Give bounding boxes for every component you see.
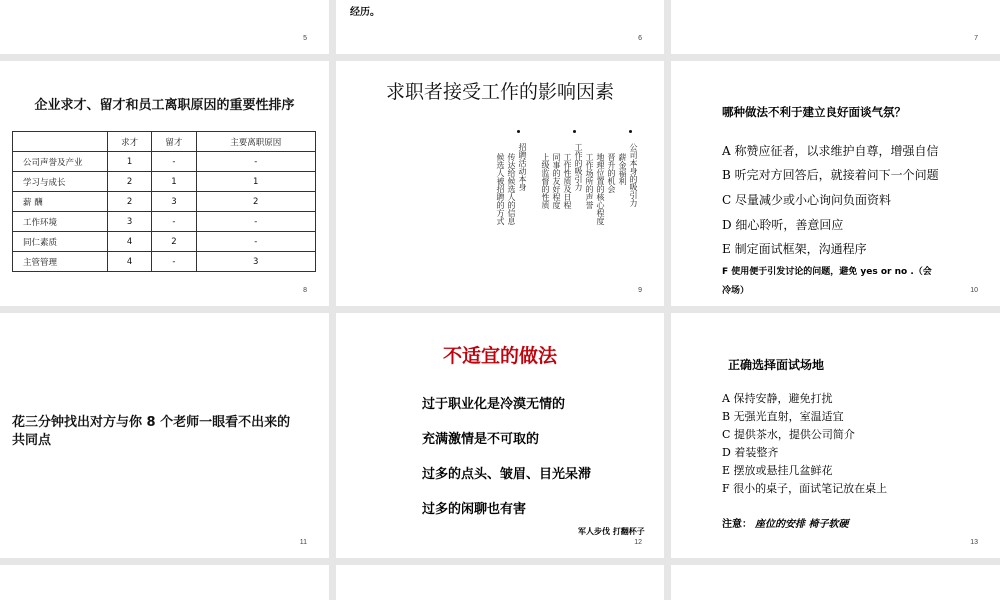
table-row bbox=[13, 152, 316, 172]
factor-column: 招聘活动本身 bbox=[518, 143, 527, 191]
factor-column: 工作性质及日程 bbox=[563, 153, 572, 209]
table-cell: - bbox=[152, 152, 196, 172]
point-line: 充满激情是不可取的 bbox=[422, 432, 540, 447]
column-header: 主要离职原因 bbox=[196, 132, 315, 152]
option-c: C 尽量减少或小心询问负面资料 bbox=[722, 193, 891, 207]
point-line: 过多的点头、皱眉、目光呆滞 bbox=[422, 467, 592, 482]
table-cell: - bbox=[152, 212, 196, 232]
slide-5[interactable] bbox=[0, 0, 329, 54]
slide-title: 求职者接受工作的影响因素 bbox=[385, 81, 614, 103]
question-title: 哪种做法不利于建立良好面谈气氛？ bbox=[722, 105, 906, 119]
option-d: D 细心聆听，善意回应 bbox=[722, 218, 844, 232]
table-cell: 2 bbox=[196, 192, 315, 212]
table-cell: 4 bbox=[108, 232, 152, 252]
table-cell: 2 bbox=[108, 192, 152, 212]
row-label: 公司声誉及产业 bbox=[13, 152, 108, 172]
page-number: 9 bbox=[638, 287, 642, 294]
venue-option: D 着装整齐 bbox=[722, 446, 779, 459]
venue-option: C 提供茶水，提供公司简介 bbox=[722, 428, 855, 441]
bullet-dot bbox=[573, 130, 576, 133]
slide-title: 不适宜的做法 bbox=[442, 345, 557, 367]
venue-option: F 很小的桌子，面试笔记放在桌上 bbox=[722, 482, 888, 495]
slide-title: 正确选择面试场地 bbox=[728, 358, 825, 372]
column-header: 留才 bbox=[152, 132, 196, 152]
point-line: 过于职业化是冷漠无情的 bbox=[422, 397, 566, 412]
table-row bbox=[13, 252, 316, 272]
venue-option: E 摆放或悬挂几盆鲜花 bbox=[722, 464, 833, 477]
page-number: 11 bbox=[299, 539, 307, 546]
page-number: 10 bbox=[970, 287, 978, 294]
page-number: 6 bbox=[638, 35, 642, 42]
page-number: 5 bbox=[303, 35, 307, 42]
table-cell: 1 bbox=[108, 152, 152, 172]
slide-11[interactable] bbox=[0, 313, 329, 558]
column-header: 求才 bbox=[108, 132, 152, 152]
page-number: 7 bbox=[974, 35, 978, 42]
column-header bbox=[13, 132, 108, 152]
table-cell: - bbox=[196, 152, 315, 172]
table-cell: 1 bbox=[196, 172, 315, 192]
slide-title: 企业求才、留才和员工离职原因的重要性排序 bbox=[34, 98, 295, 113]
table-cell: 3 bbox=[196, 252, 315, 272]
page-number: 8 bbox=[303, 287, 307, 294]
factor-column: 地理位置的核心程度 bbox=[596, 153, 605, 225]
slide-7[interactable] bbox=[671, 0, 1000, 54]
bullet-dot bbox=[517, 130, 520, 133]
bullet-dot bbox=[629, 130, 632, 133]
slide-9[interactable] bbox=[336, 61, 664, 306]
table-cell: 4 bbox=[108, 252, 152, 272]
table-cell: 1 bbox=[152, 172, 196, 192]
factor-column: 候选人被招聘的方式 bbox=[496, 153, 505, 225]
side-note: 军人步伐 打翻杯子 bbox=[578, 527, 645, 536]
table-cell: 3 bbox=[108, 212, 152, 232]
venue-option: B 无强光直射，室温适宜 bbox=[722, 410, 844, 423]
table-cell: 2 bbox=[152, 232, 196, 252]
factor-column: 工作场所的声誉 bbox=[585, 153, 594, 209]
venue-option: A 保持安静，避免打扰 bbox=[722, 392, 833, 405]
table-row bbox=[13, 212, 316, 232]
option-e: E 制定面试框架，沟通程序 bbox=[722, 242, 867, 256]
factor-column: 晋升的机会 bbox=[607, 153, 616, 193]
note-text: 座位的安排 椅子软硬 bbox=[755, 519, 849, 530]
exercise-text: 花三分钟找出对方与你 8 个老师一眼看不出来的 bbox=[12, 415, 291, 430]
option-f: F 使用便于引发讨论的问题，避免 yes or no .（会 bbox=[722, 267, 932, 277]
factor-column: 公司本身的吸引力 bbox=[629, 143, 638, 207]
row-label: 主管管理 bbox=[13, 252, 108, 272]
slide-6[interactable] bbox=[336, 0, 664, 54]
point-line: 过多的闲聊也有害 bbox=[422, 502, 527, 517]
page-number: 12 bbox=[634, 539, 642, 546]
table-cell: - bbox=[196, 212, 315, 232]
factor-column: 传达给候选人的信息 bbox=[507, 153, 516, 225]
factor-column: 同事的友好程度 bbox=[552, 153, 561, 209]
factor-column: 工作的吸引力 bbox=[574, 143, 583, 191]
table-cell: - bbox=[152, 252, 196, 272]
table-header-row bbox=[13, 132, 316, 152]
note-label: 注意： bbox=[722, 519, 752, 530]
row-label: 薪 酬 bbox=[13, 192, 108, 212]
page-number: 13 bbox=[970, 539, 978, 546]
ranking-table bbox=[12, 131, 316, 272]
text-fragment: 经历。 bbox=[350, 7, 380, 18]
factor-column: 上级监督的性质 bbox=[541, 153, 550, 209]
row-label: 工作环境 bbox=[13, 212, 108, 232]
option-a: A 称赞应征者，以求维护自尊，增强自信 bbox=[722, 144, 939, 158]
row-label: 同仁素质 bbox=[13, 232, 108, 252]
slide-14[interactable] bbox=[0, 565, 329, 600]
exercise-text-continued: 共同点 bbox=[12, 433, 52, 448]
option-b: B 听完对方回答后，就接着问下一个问题 bbox=[722, 168, 939, 182]
table-cell: 3 bbox=[152, 192, 196, 212]
row-label: 学习与成长 bbox=[13, 172, 108, 192]
table-cell: - bbox=[196, 232, 315, 252]
slide-15[interactable] bbox=[336, 565, 664, 600]
slide-8[interactable] bbox=[0, 61, 329, 306]
option-f-continued: 冷场） bbox=[722, 286, 750, 296]
table-cell: 2 bbox=[108, 172, 152, 192]
slide-16[interactable] bbox=[671, 565, 1000, 600]
factor-column: 薪金福利 bbox=[618, 153, 627, 185]
table-row bbox=[13, 192, 316, 212]
table-row bbox=[13, 172, 316, 192]
table-row bbox=[13, 232, 316, 252]
